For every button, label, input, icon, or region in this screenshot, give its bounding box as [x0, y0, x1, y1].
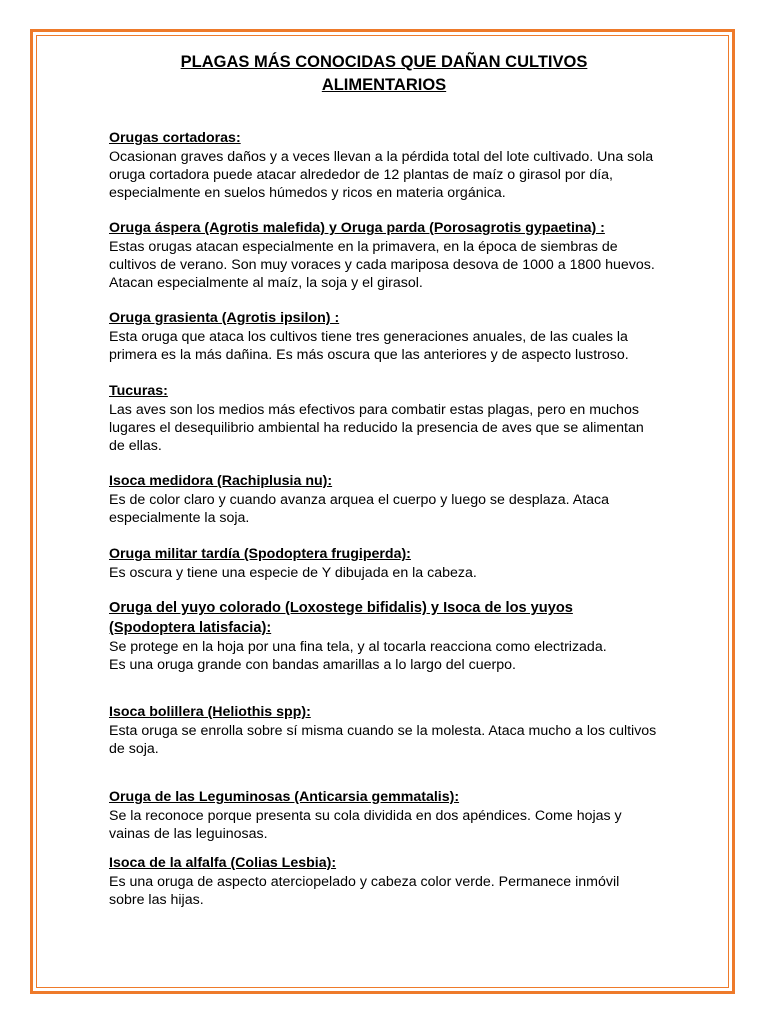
document-title-line-2: ALIMENTARIOS — [321, 76, 447, 94]
section-oruga-aspera — [109, 219, 689, 292]
section-heading-line-2: (Spodoptera latisfacia): — [109, 620, 272, 636]
section-text-line: Es una oruga de aspecto aterciopelado y cabeza color verde. Permanece inmóvil — [109, 874, 620, 890]
section-oruga-leguminosas — [109, 788, 689, 843]
section-text-line: Atacan especialmente al maíz, la soja y el girasol. — [109, 275, 423, 291]
section-text-line: Es oscura y tiene una especie de Y dibujada en la cabeza. — [109, 565, 477, 581]
section-isoca-alfalfa — [109, 854, 689, 909]
section-tucuras — [109, 382, 689, 455]
section-heading: Isoca de la alfalfa (Colias Lesbia): — [109, 855, 337, 871]
section-heading: Isoca medidora (Rachiplusia nu): — [109, 473, 333, 489]
section-text-line: de ellas. — [109, 438, 162, 454]
section-text-line: sobre las hijas. — [109, 892, 204, 908]
section-text-line: Esta oruga se enrolla sobre sí misma cuando se la molesta. Ataca mucho a los cultivos — [109, 723, 657, 739]
section-text-line: Es de color claro y cuando avanza arquea el cuerpo y luego se desplaza. Ataca — [109, 492, 610, 508]
section-heading: Oruga grasienta (Agrotis ipsilon) : — [109, 310, 340, 326]
section-orugas-cortadoras — [109, 129, 689, 202]
section-heading: Oruga áspera (Agrotis malefida) y Oruga parda (Porosagrotis gypaetina) : — [109, 220, 605, 236]
section-isoca-medidora — [109, 472, 689, 527]
document-title — [60, 51, 708, 97]
section-text-line: de soja. — [109, 741, 159, 757]
section-text-line: primera es la más dañina. Es más oscura que las anteriores y de aspecto lustroso. — [109, 347, 629, 363]
section-text-line: Se protege en la hoja por una fina tela, y al tocarla reacciona como electrizada. — [109, 639, 607, 655]
section-text-line: Se la reconoce porque presenta su cola dividida en dos apéndices. Come hojas y — [109, 808, 622, 824]
section-text-line: especialmente la soja. — [109, 510, 250, 526]
section-heading: Orugas cortadoras: — [109, 130, 241, 146]
section-text-line: Es una oruga grande con bandas amarillas a lo largo del cuerpo. — [109, 657, 516, 673]
section-text-line: Estas orugas atacan especialmente en la primavera, en la época de siembras de — [109, 239, 618, 255]
section-heading-line-1: Oruga del yuyo colorado (Loxostege bifidalis) y Isoca de los yuyos — [109, 600, 573, 616]
section-heading: Isoca bolillera (Heliothis spp): — [109, 704, 311, 720]
section-text-line: especialmente en suelos húmedos y ricos en materia orgánica. — [109, 185, 506, 201]
section-heading: Oruga militar tardía (Spodoptera frugiperda): — [109, 546, 411, 562]
section-oruga-yuyo-colorado — [109, 599, 689, 674]
section-text-line: cultivos de verano. Son muy voraces y cada mariposa desova de 1000 a 1800 huevos. — [109, 257, 655, 273]
section-text-line: oruga cortadora puede atacar alrededor de 12 plantas de maíz o girasol por día, — [109, 167, 613, 183]
section-oruga-grasienta — [109, 309, 689, 364]
section-text-line: lugares el desequilibrio ambiental ha reducido la presencia de aves que se alimentan — [109, 420, 644, 436]
document-title-line-1: PLAGAS MÁS CONOCIDAS QUE DAÑAN CULTIVOS — [180, 53, 588, 71]
section-isoca-bolillera — [109, 703, 689, 758]
section-oruga-militar-tardia — [109, 545, 689, 582]
section-text-line: Esta oruga que ataca los cultivos tiene tres generaciones anuales, de las cuales la — [109, 329, 628, 345]
section-text-line: vainas de las leguinosas. — [109, 826, 268, 842]
section-heading: Tucuras: — [109, 383, 168, 399]
section-text-line: Las aves son los medios más efectivos para combatir estas plagas, pero en muchos — [109, 402, 639, 418]
section-text-line: Ocasionan graves daños y a veces llevan a la pérdida total del lote cultivado. Una sola — [109, 149, 654, 165]
section-heading: Oruga de las Leguminosas (Anticarsia gemmatalis): — [109, 789, 460, 805]
